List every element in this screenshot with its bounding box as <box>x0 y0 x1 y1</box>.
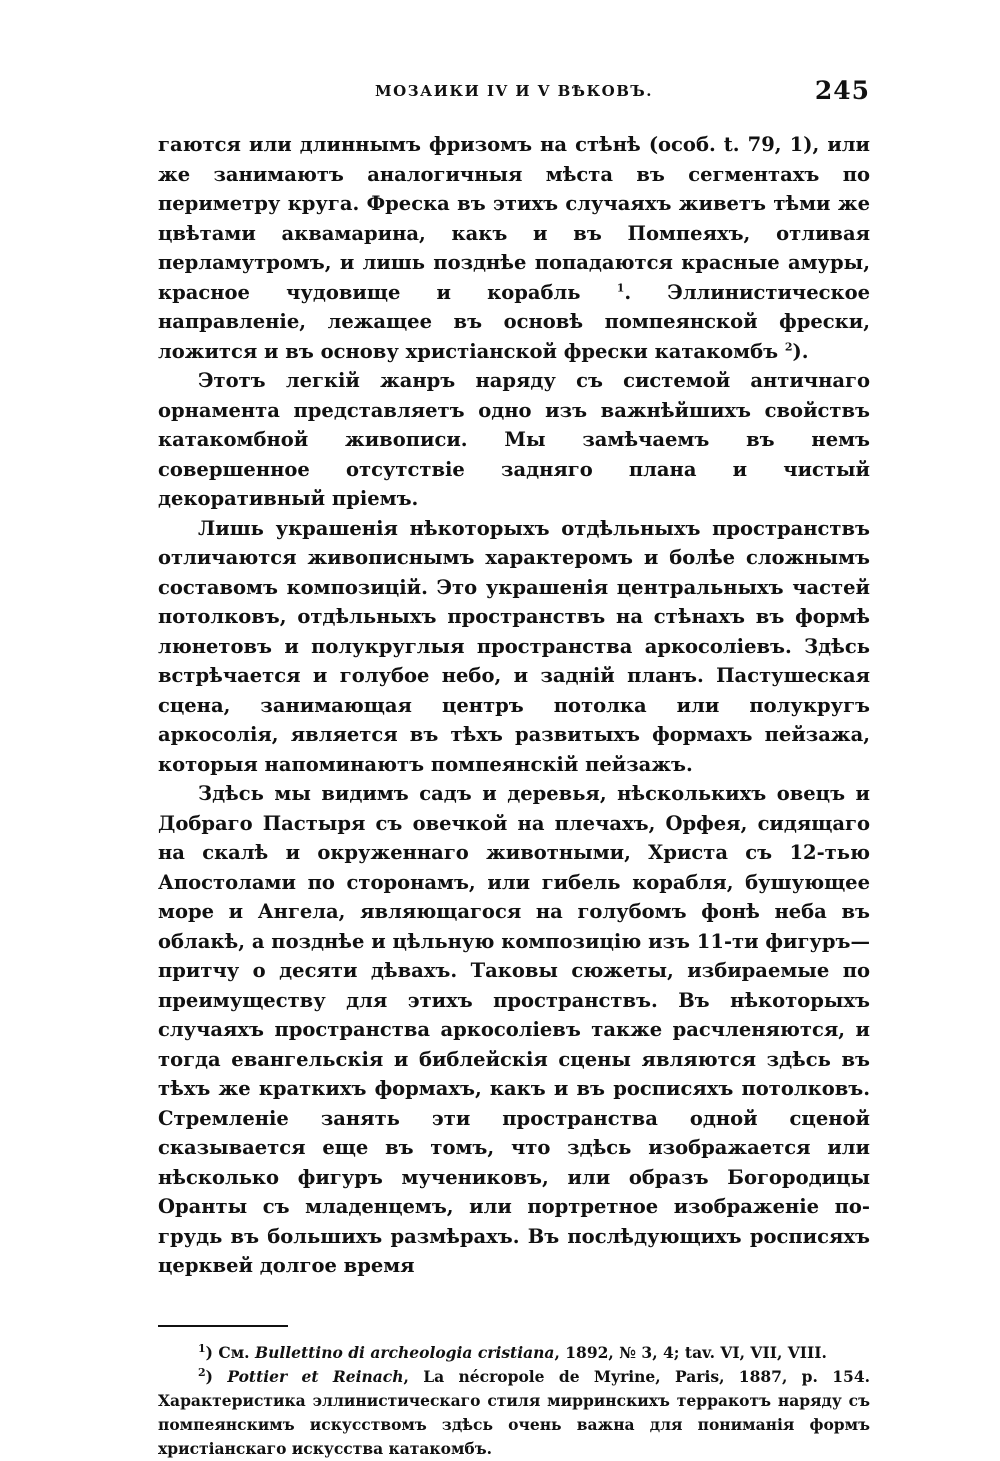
footnote-2-authors: Pottier et Reinach <box>227 1366 404 1386</box>
footnote-1-mark: 1 <box>198 1341 206 1355</box>
book-page <box>158 76 870 1461</box>
paragraph-3: Лишь украшенія нѣкоторыхъ отдѣльныхъ пространствъ отличаются живописнымъ характеромъ и болѣе сложнымъ составомъ композицій. Это украшенія центральныхъ частей потолковъ, отдѣльныхъ пространствъ на стѣнахъ въ формѣ люнетовъ и полукруглыя пространства аркосоліевъ. Здѣсь встрѣчается и голубое небо, и задній планъ. Пастушеская сцена, занимающая центръ потолка или полукругъ аркосолія, является въ тѣхъ развитыхъ формахъ пейзажа, которыя напоминаютъ помпеянскій пейзажъ. <box>158 516 870 776</box>
footnote-1-title: Bullettino di archeologia cristiana <box>254 1342 555 1362</box>
footnote-ref-1: 1 <box>616 281 625 294</box>
footnotes <box>158 1341 870 1461</box>
page-number: 245 <box>814 76 870 105</box>
footnote-2-rest: , La nécropole de Myrine, Paris, 1887, p. 154. Характеристика эллинистическаго стиля мирринскихъ терракотъ наряду съ помпеянскимъ искусствомъ здѣсь очень важна для пониманія формъ христіанскаго искусства катакомбъ. <box>158 1366 871 1458</box>
page-header <box>158 76 870 116</box>
paragraph-1-text-b: . Эллинистическое направленіе, лежащее въ основѣ помпеянской фрески, ложится и въ основу христіанской фрески катакомбъ <box>158 280 870 363</box>
paragraph-1 <box>158 130 870 366</box>
footnote-2-prefix: ) <box>205 1366 228 1386</box>
paragraph-4: Здѣсь мы видимъ садъ и деревья, нѣсколькихъ овецъ и Добраго Пастыря съ овечкой на плечахъ, Орфея, сидящаго на скалѣ и окруженнаго животными, Христа съ 12-тью Апостолами по сторонамъ, или гибель корабля, бушующее море и Ангела, являющагося на голубомъ фонѣ неба въ облакѣ, а позднѣе и цѣльную композицію изъ 11-ти фигуръ—притчу о десяти дѣвахъ. Таковы сюжеты, избираемые по преимуществу для этихъ пространствъ. Въ нѣкоторыхъ случаяхъ пространства аркосоліевъ также расчленяются, и тогда евангельскія и библейскія сцены являются здѣсь въ тѣхъ же краткихъ формахъ, какъ и въ росписяхъ потолковъ. Стремленіе занять эти пространства одной сценой сказывается еще въ томъ, что здѣсь изображается или нѣсколько фигуръ мучениковъ, или образъ Богородицы Оранты съ младенцемъ, или портретное изображеніе по-грудь въ большихъ размѣрахъ. Въ послѣдующихъ росписяхъ церквей долгое время <box>158 782 870 1277</box>
footnote-divider <box>158 1325 288 1327</box>
paragraph-2: Этотъ легкій жанръ наряду съ системой античнаго орнамента представляетъ одно изъ важнѣйшихъ свойствъ катакомбной живописи. Мы замѣчаемъ въ немъ совершенное отсутствіе задняго плана и чистый декоративный пріемъ. <box>158 369 870 510</box>
paragraph-1-end: ). <box>792 339 809 363</box>
footnote-2 <box>158 1365 870 1461</box>
paragraph-1-text: гаются или длиннымъ фризомъ на стѣнѣ (особ. t. 79, 1), или же занимаютъ аналогичныя мѣста въ сегментахъ по периметру круга. Фреска въ этихъ случаяхъ живетъ тѣми же цвѣтами аквамарина, какъ и въ Помпеяхъ, отливая перламутромъ, и лишь позднѣе попадаются красные амуры, красное чудовище и корабль <box>158 133 870 304</box>
footnote-1 <box>158 1341 870 1365</box>
footnote-1-prefix: ) См. <box>205 1342 255 1362</box>
running-title: МОЗАИКИ IV И V ВѢКОВЪ. <box>375 82 653 100</box>
footnote-ref-2: 2 <box>784 340 793 353</box>
footnote-1-rest: , 1892, № 3, 4; tav. VI, VII, VIII. <box>554 1342 827 1362</box>
footnote-2-mark: 2 <box>198 1365 206 1379</box>
body-text <box>158 130 870 1281</box>
